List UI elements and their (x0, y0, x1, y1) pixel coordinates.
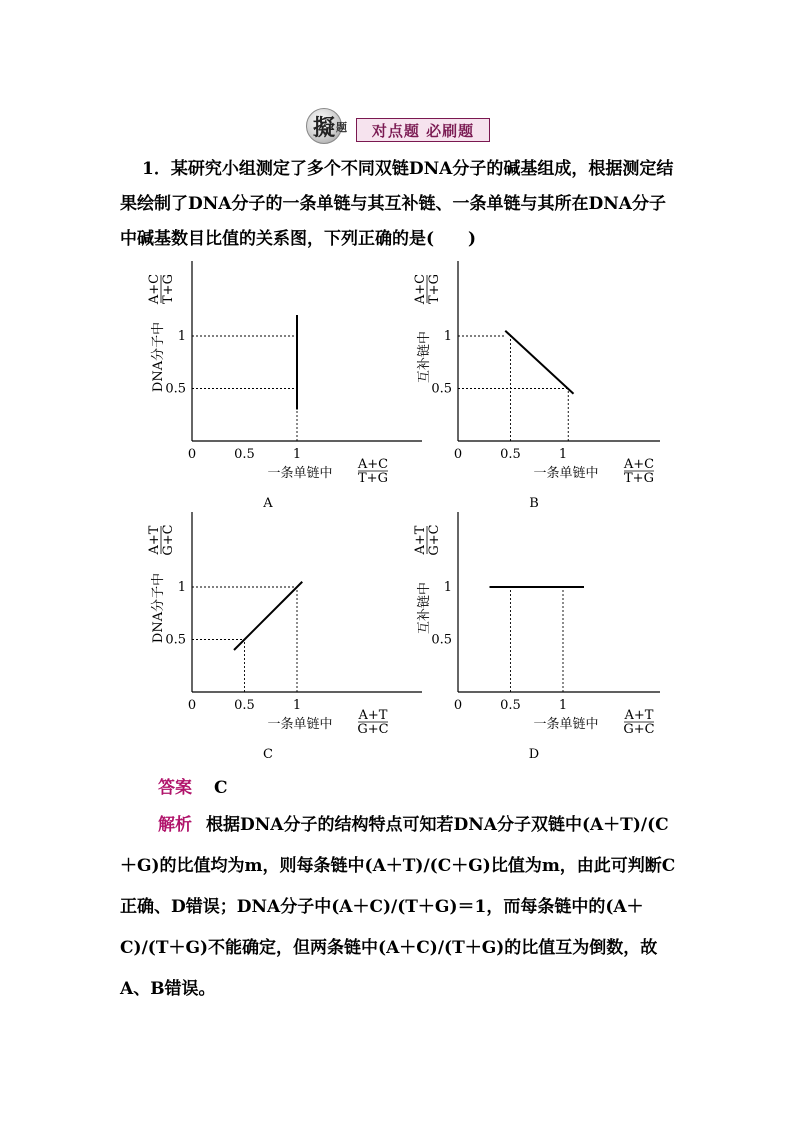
x-frac-den: G+C (623, 722, 655, 737)
y-tick-label: 1 (177, 580, 186, 595)
y-frac-num: A+C (147, 273, 162, 305)
y-frac-den: G+C (427, 524, 442, 556)
y-tick-label: 0.5 (165, 381, 186, 397)
y-tick-label: 0.5 (431, 632, 452, 648)
x-axis-label: 一条单链中 (533, 717, 599, 732)
data-line (505, 331, 573, 394)
x-tick-label: 1 (292, 698, 302, 713)
figure-charts (140, 256, 660, 768)
x-frac-den: T+G (358, 471, 388, 486)
y-frac-num: A+T (147, 525, 162, 555)
x-tick-label: 0.5 (234, 447, 255, 462)
chart-c (147, 512, 422, 762)
banner-badge-tag: 题 (336, 121, 347, 134)
y-label-group (413, 524, 442, 634)
y-frac-num: A+C (413, 273, 428, 305)
question (120, 152, 676, 257)
y-frac-den: T+G (161, 274, 176, 304)
y-tick-label: 1 (443, 580, 452, 595)
panel-label: C (263, 747, 273, 762)
x-frac-num: A+T (358, 708, 388, 723)
y-frac-den: T+G (427, 274, 442, 304)
x-tick-label: 1 (292, 447, 302, 462)
y-tick-label: 1 (177, 329, 186, 344)
x-tick-label: 0 (453, 447, 463, 462)
x-frac-num: A+T (624, 708, 654, 723)
x-frac-num: A+C (357, 457, 389, 472)
x-tick-label: 0.5 (500, 447, 521, 462)
banner-label: 对点题 必刷题 (356, 118, 490, 142)
chart-a (147, 261, 422, 511)
y-label-group (413, 274, 442, 383)
y-frac-num: A+T (413, 525, 428, 555)
data-line (234, 582, 302, 650)
y-axis-label: DNA分子中 (151, 321, 166, 393)
panel-label: D (528, 747, 540, 762)
x-tick-label: 1 (558, 698, 568, 713)
x-tick-label: 0.5 (500, 698, 521, 713)
x-tick-label: 1 (558, 447, 568, 462)
banner-badge-char: 擬 (312, 114, 335, 141)
y-tick-label: 1 (443, 329, 452, 344)
x-tick-label: 0 (453, 698, 463, 713)
analysis-text: 根据DNA分子的结构特点可知若DNA分子双链中(A＋T)/(C＋G)的比值均为m，则每条链中(A＋T)/(C＋G)比值为m，由此可判断C正确、D错误；DNA分子中(A＋C)/(T＋G)＝1，而每条链中的(A＋C)/(T＋G)不能确定，但两条链中(A＋C)/(T＋G)的比值互为倒数，故A、B错误。 (120, 815, 676, 999)
x-axis-label: 一条单链中 (267, 717, 333, 732)
x-axis-label: 一条单链中 (533, 466, 599, 481)
section-banner (306, 106, 488, 144)
panel-label: A (263, 496, 273, 511)
x-tick-label: 0.5 (234, 698, 255, 713)
y-axis-label: DNA分子中 (151, 572, 166, 644)
analysis-paragraph (120, 805, 680, 1010)
y-label-group (147, 274, 176, 392)
x-frac-den: T+G (624, 471, 654, 486)
question-number: 1． (142, 159, 171, 179)
y-axis-label: 互补链中 (417, 330, 432, 384)
chart-d (413, 512, 660, 762)
panel-label: B (529, 496, 539, 511)
answer-line (158, 773, 228, 798)
question-text: 某研究小组测定了多个不同双链DNA分子的碱基组成，根据测定结果绘制了DNA分子的一条单链与其互补链、一条单链与其所在DNA分子中碱基数目比值的关系图，下列正确的是( ) (120, 159, 674, 249)
x-frac-num: A+C (623, 457, 655, 472)
x-frac-den: G+C (357, 722, 389, 737)
answer-tag: 答案 (158, 778, 192, 798)
x-axis-label: 一条单链中 (267, 466, 333, 481)
y-label-group (147, 524, 176, 643)
x-tick-label: 0 (187, 447, 197, 462)
answer-value: C (214, 778, 228, 798)
chart-b (413, 261, 660, 511)
y-frac-den: G+C (161, 524, 176, 556)
y-tick-label: 0.5 (165, 632, 186, 648)
x-tick-label: 0 (187, 698, 197, 713)
charts-svg (140, 256, 660, 768)
y-tick-label: 0.5 (431, 381, 452, 397)
analysis-tag: 解析 (158, 815, 192, 835)
y-axis-label: 互补链中 (417, 581, 432, 635)
